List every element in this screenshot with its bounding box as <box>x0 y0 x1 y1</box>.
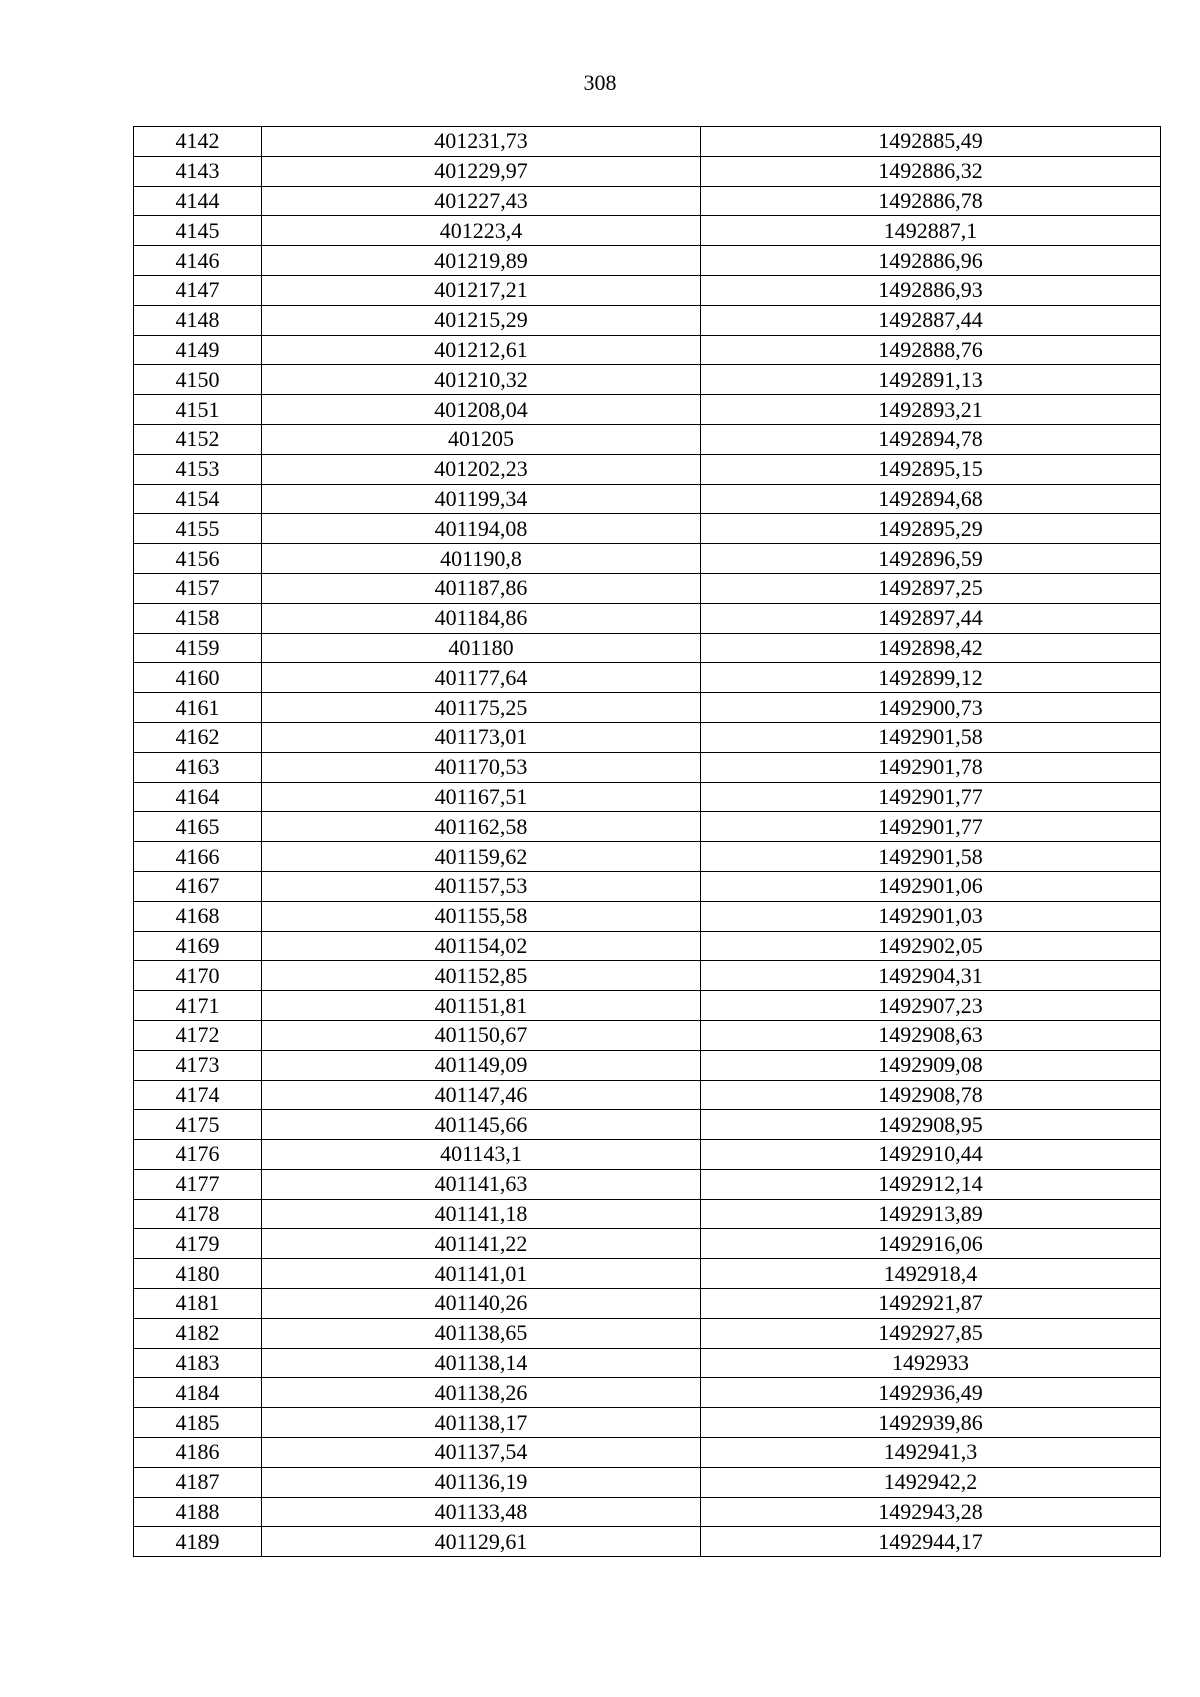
x-coordinate-cell: 401147,46 <box>262 1080 701 1110</box>
table-row <box>134 365 1161 395</box>
point-number-cell: 4160 <box>134 663 262 693</box>
x-coordinate-cell: 401227,43 <box>262 186 701 216</box>
point-number-cell: 4189 <box>134 1527 262 1557</box>
y-coordinate-cell: 1492910,44 <box>701 1140 1161 1170</box>
y-coordinate-cell: 1492939,86 <box>701 1408 1161 1438</box>
x-coordinate-cell: 401187,86 <box>262 573 701 603</box>
x-coordinate-cell: 401129,61 <box>262 1527 701 1557</box>
point-number-cell: 4151 <box>134 395 262 425</box>
table-row <box>134 693 1161 723</box>
y-coordinate-cell: 1492907,23 <box>701 991 1161 1021</box>
point-number-cell: 4161 <box>134 693 262 723</box>
point-number-cell: 4184 <box>134 1378 262 1408</box>
point-number-cell: 4171 <box>134 991 262 1021</box>
point-number-cell: 4147 <box>134 275 262 305</box>
point-number-cell: 4156 <box>134 544 262 574</box>
table-row <box>134 812 1161 842</box>
x-coordinate-cell: 401219,89 <box>262 246 701 276</box>
y-coordinate-cell: 1492908,78 <box>701 1080 1161 1110</box>
table-row <box>134 395 1161 425</box>
table-row <box>134 127 1161 157</box>
y-coordinate-cell: 1492887,1 <box>701 216 1161 246</box>
y-coordinate-cell: 1492933 <box>701 1348 1161 1378</box>
point-number-cell: 4186 <box>134 1438 262 1468</box>
y-coordinate-cell: 1492921,87 <box>701 1289 1161 1319</box>
table-row <box>134 484 1161 514</box>
point-number-cell: 4175 <box>134 1110 262 1140</box>
table-row <box>134 1527 1161 1557</box>
point-number-cell: 4181 <box>134 1289 262 1319</box>
x-coordinate-cell: 401159,62 <box>262 842 701 872</box>
table-row <box>134 633 1161 663</box>
point-number-cell: 4173 <box>134 1050 262 1080</box>
y-coordinate-cell: 1492916,06 <box>701 1229 1161 1259</box>
table-row <box>134 663 1161 693</box>
x-coordinate-cell: 401190,8 <box>262 544 701 574</box>
x-coordinate-cell: 401194,08 <box>262 514 701 544</box>
point-number-cell: 4177 <box>134 1169 262 1199</box>
x-coordinate-cell: 401141,63 <box>262 1169 701 1199</box>
y-coordinate-cell: 1492901,03 <box>701 901 1161 931</box>
table-row <box>134 156 1161 186</box>
x-coordinate-cell: 401141,01 <box>262 1259 701 1289</box>
table-row <box>134 246 1161 276</box>
table-row <box>134 1378 1161 1408</box>
table-row <box>134 544 1161 574</box>
point-number-cell: 4164 <box>134 782 262 812</box>
x-coordinate-cell: 401229,97 <box>262 156 701 186</box>
x-coordinate-cell: 401212,61 <box>262 335 701 365</box>
point-number-cell: 4153 <box>134 454 262 484</box>
point-number-cell: 4145 <box>134 216 262 246</box>
x-coordinate-cell: 401175,25 <box>262 693 701 723</box>
y-coordinate-cell: 1492904,31 <box>701 961 1161 991</box>
y-coordinate-cell: 1492901,06 <box>701 871 1161 901</box>
table-row <box>134 454 1161 484</box>
x-coordinate-cell: 401210,32 <box>262 365 701 395</box>
point-number-cell: 4146 <box>134 246 262 276</box>
x-coordinate-cell: 401177,64 <box>262 663 701 693</box>
point-number-cell: 4154 <box>134 484 262 514</box>
x-coordinate-cell: 401202,23 <box>262 454 701 484</box>
point-number-cell: 4169 <box>134 931 262 961</box>
y-coordinate-cell: 1492898,42 <box>701 633 1161 663</box>
x-coordinate-cell: 401184,86 <box>262 603 701 633</box>
x-coordinate-cell: 401223,4 <box>262 216 701 246</box>
y-coordinate-cell: 1492908,95 <box>701 1110 1161 1140</box>
point-number-cell: 4187 <box>134 1467 262 1497</box>
x-coordinate-cell: 401141,18 <box>262 1199 701 1229</box>
x-coordinate-cell: 401208,04 <box>262 395 701 425</box>
x-coordinate-cell: 401145,66 <box>262 1110 701 1140</box>
table-row <box>134 1050 1161 1080</box>
point-number-cell: 4170 <box>134 961 262 991</box>
y-coordinate-cell: 1492941,3 <box>701 1438 1161 1468</box>
y-coordinate-cell: 1492901,77 <box>701 782 1161 812</box>
table-row <box>134 216 1161 246</box>
table-row <box>134 1080 1161 1110</box>
y-coordinate-cell: 1492927,85 <box>701 1318 1161 1348</box>
x-coordinate-cell: 401151,81 <box>262 991 701 1021</box>
coordinates-table-body <box>134 127 1161 1557</box>
table-row <box>134 573 1161 603</box>
y-coordinate-cell: 1492902,05 <box>701 931 1161 961</box>
y-coordinate-cell: 1492918,4 <box>701 1259 1161 1289</box>
point-number-cell: 4143 <box>134 156 262 186</box>
table-row <box>134 305 1161 335</box>
x-coordinate-cell: 401180 <box>262 633 701 663</box>
y-coordinate-cell: 1492886,93 <box>701 275 1161 305</box>
x-coordinate-cell: 401162,58 <box>262 812 701 842</box>
x-coordinate-cell: 401133,48 <box>262 1497 701 1527</box>
point-number-cell: 4180 <box>134 1259 262 1289</box>
table-row <box>134 424 1161 454</box>
point-number-cell: 4172 <box>134 1020 262 1050</box>
x-coordinate-cell: 401199,34 <box>262 484 701 514</box>
y-coordinate-cell: 1492895,29 <box>701 514 1161 544</box>
point-number-cell: 4142 <box>134 127 262 157</box>
x-coordinate-cell: 401141,22 <box>262 1229 701 1259</box>
point-number-cell: 4185 <box>134 1408 262 1438</box>
y-coordinate-cell: 1492936,49 <box>701 1378 1161 1408</box>
table-row <box>134 275 1161 305</box>
point-number-cell: 4167 <box>134 871 262 901</box>
table-row <box>134 1169 1161 1199</box>
point-number-cell: 4148 <box>134 305 262 335</box>
x-coordinate-cell: 401173,01 <box>262 722 701 752</box>
y-coordinate-cell: 1492942,2 <box>701 1467 1161 1497</box>
x-coordinate-cell: 401140,26 <box>262 1289 701 1319</box>
point-number-cell: 4166 <box>134 842 262 872</box>
point-number-cell: 4159 <box>134 633 262 663</box>
point-number-cell: 4149 <box>134 335 262 365</box>
y-coordinate-cell: 1492901,78 <box>701 752 1161 782</box>
point-number-cell: 4158 <box>134 603 262 633</box>
x-coordinate-cell: 401138,26 <box>262 1378 701 1408</box>
table-row <box>134 603 1161 633</box>
table-row <box>134 1408 1161 1438</box>
x-coordinate-cell: 401157,53 <box>262 871 701 901</box>
y-coordinate-cell: 1492896,59 <box>701 544 1161 574</box>
x-coordinate-cell: 401231,73 <box>262 127 701 157</box>
y-coordinate-cell: 1492899,12 <box>701 663 1161 693</box>
y-coordinate-cell: 1492908,63 <box>701 1020 1161 1050</box>
table-row <box>134 752 1161 782</box>
table-row <box>134 1289 1161 1319</box>
point-number-cell: 4188 <box>134 1497 262 1527</box>
table-row <box>134 722 1161 752</box>
y-coordinate-cell: 1492895,15 <box>701 454 1161 484</box>
table-row <box>134 1318 1161 1348</box>
table-row <box>134 871 1161 901</box>
y-coordinate-cell: 1492886,96 <box>701 246 1161 276</box>
point-number-cell: 4155 <box>134 514 262 544</box>
y-coordinate-cell: 1492897,44 <box>701 603 1161 633</box>
x-coordinate-cell: 401150,67 <box>262 1020 701 1050</box>
point-number-cell: 4178 <box>134 1199 262 1229</box>
y-coordinate-cell: 1492944,17 <box>701 1527 1161 1557</box>
y-coordinate-cell: 1492887,44 <box>701 305 1161 335</box>
point-number-cell: 4182 <box>134 1318 262 1348</box>
x-coordinate-cell: 401136,19 <box>262 1467 701 1497</box>
y-coordinate-cell: 1492894,78 <box>701 424 1161 454</box>
point-number-cell: 4183 <box>134 1348 262 1378</box>
y-coordinate-cell: 1492901,77 <box>701 812 1161 842</box>
x-coordinate-cell: 401215,29 <box>262 305 701 335</box>
x-coordinate-cell: 401152,85 <box>262 961 701 991</box>
point-number-cell: 4165 <box>134 812 262 842</box>
y-coordinate-cell: 1492886,32 <box>701 156 1161 186</box>
x-coordinate-cell: 401217,21 <box>262 275 701 305</box>
table-row <box>134 961 1161 991</box>
table-row <box>134 1497 1161 1527</box>
x-coordinate-cell: 401138,65 <box>262 1318 701 1348</box>
x-coordinate-cell: 401154,02 <box>262 931 701 961</box>
table-row <box>134 1140 1161 1170</box>
table-row <box>134 782 1161 812</box>
table-row <box>134 186 1161 216</box>
table-row <box>134 1467 1161 1497</box>
x-coordinate-cell: 401170,53 <box>262 752 701 782</box>
point-number-cell: 4150 <box>134 365 262 395</box>
table-row <box>134 1110 1161 1140</box>
table-row <box>134 1199 1161 1229</box>
y-coordinate-cell: 1492897,25 <box>701 573 1161 603</box>
y-coordinate-cell: 1492894,68 <box>701 484 1161 514</box>
table-row <box>134 514 1161 544</box>
table-row <box>134 842 1161 872</box>
point-number-cell: 4162 <box>134 722 262 752</box>
point-number-cell: 4163 <box>134 752 262 782</box>
point-number-cell: 4176 <box>134 1140 262 1170</box>
x-coordinate-cell: 401143,1 <box>262 1140 701 1170</box>
table-row <box>134 931 1161 961</box>
table-row <box>134 991 1161 1021</box>
x-coordinate-cell: 401138,17 <box>262 1408 701 1438</box>
point-number-cell: 4174 <box>134 1080 262 1110</box>
point-number-cell: 4168 <box>134 901 262 931</box>
page-number: 308 <box>583 70 617 95</box>
table-row <box>134 1259 1161 1289</box>
y-coordinate-cell: 1492891,13 <box>701 365 1161 395</box>
x-coordinate-cell: 401205 <box>262 424 701 454</box>
table-row <box>134 1438 1161 1468</box>
table-row <box>134 335 1161 365</box>
x-coordinate-cell: 401167,51 <box>262 782 701 812</box>
table-row <box>134 901 1161 931</box>
y-coordinate-cell: 1492885,49 <box>701 127 1161 157</box>
x-coordinate-cell: 401137,54 <box>262 1438 701 1468</box>
y-coordinate-cell: 1492909,08 <box>701 1050 1161 1080</box>
point-number-cell: 4157 <box>134 573 262 603</box>
point-number-cell: 4179 <box>134 1229 262 1259</box>
point-number-cell: 4152 <box>134 424 262 454</box>
x-coordinate-cell: 401155,58 <box>262 901 701 931</box>
y-coordinate-cell: 1492900,73 <box>701 693 1161 723</box>
table-row <box>134 1348 1161 1378</box>
x-coordinate-cell: 401138,14 <box>262 1348 701 1378</box>
y-coordinate-cell: 1492886,78 <box>701 186 1161 216</box>
table-row <box>134 1229 1161 1259</box>
x-coordinate-cell: 401149,09 <box>262 1050 701 1080</box>
y-coordinate-cell: 1492901,58 <box>701 722 1161 752</box>
y-coordinate-cell: 1492943,28 <box>701 1497 1161 1527</box>
coordinates-table <box>133 126 1161 1557</box>
y-coordinate-cell: 1492913,89 <box>701 1199 1161 1229</box>
y-coordinate-cell: 1492888,76 <box>701 335 1161 365</box>
y-coordinate-cell: 1492912,14 <box>701 1169 1161 1199</box>
y-coordinate-cell: 1492893,21 <box>701 395 1161 425</box>
point-number-cell: 4144 <box>134 186 262 216</box>
y-coordinate-cell: 1492901,58 <box>701 842 1161 872</box>
table-row <box>134 1020 1161 1050</box>
